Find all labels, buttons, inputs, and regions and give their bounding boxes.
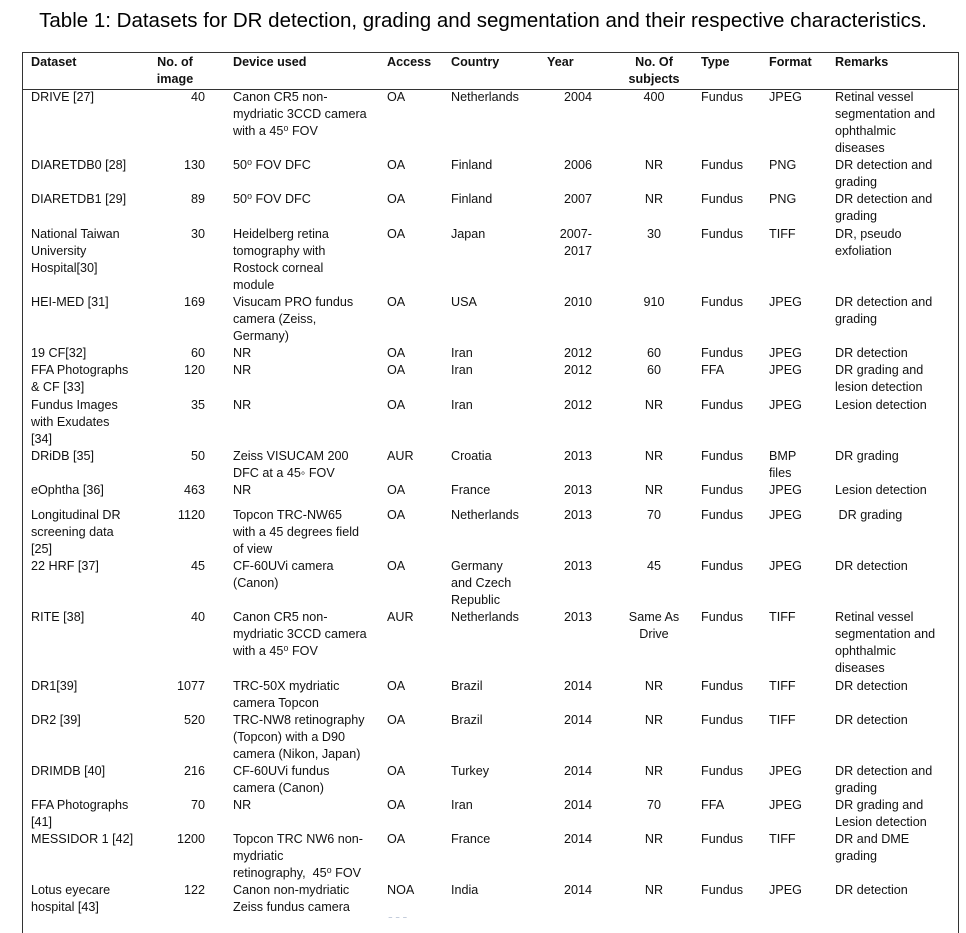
cell-year: 2012 xyxy=(563,346,592,360)
cell-year: 2014 xyxy=(563,713,592,727)
cell-dataset: DRIVE [27] xyxy=(31,90,94,104)
cell-dataset: 19 CF[32] xyxy=(31,346,87,360)
column-header-country: Country xyxy=(451,55,500,69)
cell-type: Fundus xyxy=(701,764,744,778)
cell-subjects: Same As Drive xyxy=(628,610,680,641)
cell-images: 60 xyxy=(190,346,205,360)
cell-type: Fundus xyxy=(701,610,744,624)
cell-year: 2013 xyxy=(563,559,592,573)
cell-country: France xyxy=(451,483,491,497)
column-header-device: Device used xyxy=(233,55,307,69)
cell-format: PNG xyxy=(769,158,797,172)
cell-images: 89 xyxy=(190,192,205,206)
cell-country: Netherlands xyxy=(451,90,519,104)
cell-images: 520 xyxy=(183,713,205,727)
cell-dataset: Longitudinal DR screening data [25] xyxy=(31,508,121,556)
cell-year: 2014 xyxy=(563,798,592,812)
column-header-dataset: Dataset xyxy=(31,55,77,69)
cell-images: 1120 xyxy=(177,508,205,522)
cell-year: 2014 xyxy=(563,832,592,846)
cell-type: Fundus xyxy=(701,483,744,497)
column-header-subjects: No. Of subjects xyxy=(628,55,680,86)
cell-country: Finland xyxy=(451,158,493,172)
cell-format: TIFF xyxy=(769,227,796,241)
cell-format: TIFF xyxy=(769,832,796,846)
cell-access: OA xyxy=(387,227,406,241)
cell-device: 50⁰ FOV DFC xyxy=(233,192,311,206)
cell-country: France xyxy=(451,832,491,846)
cell-access: OA xyxy=(387,764,406,778)
cell-remarks: Lesion detection xyxy=(835,398,927,412)
cell-dataset: DRIMDB [40] xyxy=(31,764,106,778)
cell-dataset: RITE [38] xyxy=(31,610,85,624)
column-header-access: Access xyxy=(387,55,432,69)
cell-remarks: DR detection and grading xyxy=(835,158,933,189)
column-header-format: Format xyxy=(769,55,812,69)
cell-year: 2013 xyxy=(563,449,592,463)
cell-images: 35 xyxy=(190,398,205,412)
cell-subjects: 30 xyxy=(646,227,661,241)
cell-remarks: Lesion detection xyxy=(835,483,927,497)
cell-device: NR xyxy=(233,798,252,812)
cell-subjects: 400 xyxy=(643,90,665,104)
cell-access: OA xyxy=(387,90,406,104)
cell-dataset: FFA Photographs [41] xyxy=(31,798,129,829)
cell-images: 463 xyxy=(183,483,205,497)
cell-year: 2014 xyxy=(563,883,592,897)
cell-dataset: HEI-MED [31] xyxy=(31,295,109,309)
cell-country: Croatia xyxy=(451,449,492,463)
cell-access: OA xyxy=(387,295,406,309)
cell-subjects: NR xyxy=(644,398,664,412)
cell-subjects: NR xyxy=(644,764,664,778)
cell-country: Netherlands xyxy=(451,508,519,522)
cell-remarks: DR, pseudo exfoliation xyxy=(835,227,902,258)
cell-format: JPEG xyxy=(769,559,802,573)
cell-device: NR xyxy=(233,363,252,377)
cell-type: Fundus xyxy=(701,883,744,897)
cell-format: JPEG xyxy=(769,508,802,522)
cropped-text-fragment: ⁻ ⁻ ⁻ xyxy=(388,914,408,924)
cell-access: OA xyxy=(387,158,406,172)
cell-access: OA xyxy=(387,713,406,727)
cell-subjects: NR xyxy=(644,883,664,897)
cell-images: 1077 xyxy=(176,679,205,693)
cell-images: 40 xyxy=(190,610,205,624)
cell-year: 2014 xyxy=(563,679,592,693)
cell-type: Fundus xyxy=(701,679,744,693)
cell-device: Visucam PRO fundus camera (Zeiss, Germany) xyxy=(233,295,354,343)
cell-access: AUR xyxy=(387,610,414,624)
cell-images: 45 xyxy=(190,559,205,573)
cell-access: OA xyxy=(387,508,406,522)
cell-images: 40 xyxy=(190,90,205,104)
cell-country: Brazil xyxy=(451,713,483,727)
cell-device: NR xyxy=(233,398,252,412)
cell-year: 2007- 2017 xyxy=(559,227,592,258)
cell-remarks: DR detection xyxy=(835,559,908,573)
cell-format: JPEG xyxy=(769,90,802,104)
cell-remarks: DR grading and Lesion detection xyxy=(835,798,927,829)
cell-dataset: FFA Photographs & CF [33] xyxy=(31,363,129,394)
cell-subjects: 60 xyxy=(646,346,661,360)
cell-type: Fundus xyxy=(701,227,744,241)
cell-images: 130 xyxy=(183,158,205,172)
cell-device: NR xyxy=(233,346,252,360)
cell-country: Iran xyxy=(451,363,473,377)
cell-access: AUR xyxy=(387,449,414,463)
cell-remarks: DR detection xyxy=(835,346,908,360)
cell-dataset: eOphtha [36] xyxy=(31,483,104,497)
cell-format: JPEG xyxy=(769,883,802,897)
cell-format: TIFF xyxy=(769,679,796,693)
cell-access: OA xyxy=(387,832,406,846)
cell-country: Turkey xyxy=(451,764,490,778)
cell-dataset: National Taiwan University Hospital[30] xyxy=(31,227,120,275)
cell-device: Zeiss VISUCAM 200 DFC at a 45◦ FOV xyxy=(233,449,349,480)
cell-country: Iran xyxy=(451,346,473,360)
cell-format: PNG xyxy=(769,192,797,206)
cell-access: OA xyxy=(387,559,406,573)
cell-subjects: NR xyxy=(644,158,664,172)
cell-access: NOA xyxy=(387,883,415,897)
cell-format: JPEG xyxy=(769,295,802,309)
cell-year: 2006 xyxy=(563,158,592,172)
cell-type: Fundus xyxy=(701,346,744,360)
cell-country: India xyxy=(451,883,479,897)
cell-remarks: DR grading and lesion detection xyxy=(835,363,924,394)
cell-remarks: DR grading xyxy=(835,449,899,463)
cell-dataset: 22 HRF [37] xyxy=(31,559,99,573)
cell-dataset: DIARETDB1 [29] xyxy=(31,192,127,206)
column-header-type: Type xyxy=(701,55,730,69)
cell-subjects: 70 xyxy=(646,508,661,522)
cell-format: TIFF xyxy=(769,610,796,624)
cell-access: OA xyxy=(387,346,406,360)
cell-type: Fundus xyxy=(701,832,744,846)
cell-subjects: NR xyxy=(644,713,664,727)
cell-dataset: DRiDB [35] xyxy=(31,449,94,463)
cell-dataset: DR2 [39] xyxy=(31,713,81,727)
cell-remarks: DR detection and grading xyxy=(835,192,933,223)
cell-year: 2010 xyxy=(563,295,592,309)
cell-year: 2007 xyxy=(563,192,592,206)
column-header-year: Year xyxy=(547,55,574,69)
cell-dataset: Lotus eyecare hospital [43] xyxy=(31,883,111,914)
cell-remarks: DR detection and grading xyxy=(835,764,933,795)
cell-format: TIFF xyxy=(769,713,796,727)
cell-device: Canon CR5 non- mydriatic 3CCD camera with a 45⁰ FOV xyxy=(233,90,367,138)
cell-subjects: NR xyxy=(644,449,664,463)
cell-device: CF-60UVi fundus camera (Canon) xyxy=(233,764,330,795)
cell-remarks: DR and DME grading xyxy=(835,832,910,863)
cell-country: Finland xyxy=(451,192,493,206)
cell-device: Heidelberg retina tomography with Rostock corneal module xyxy=(233,227,329,292)
cell-type: Fundus xyxy=(701,398,744,412)
cell-access: OA xyxy=(387,483,406,497)
cell-images: 1200 xyxy=(176,832,205,846)
cell-dataset: Fundus Images with Exudates [34] xyxy=(31,398,118,446)
cell-dataset: DIARETDB0 [28] xyxy=(31,158,127,172)
table-caption: Table 1: Datasets for DR detection, grading and segmentation and their respective characteristics. xyxy=(39,9,927,32)
cell-year: 2013 xyxy=(563,483,592,497)
cell-remarks: DR detection xyxy=(835,679,908,693)
cell-device: Canon non-mydriatic Zeiss fundus camera xyxy=(233,883,350,914)
cell-subjects: NR xyxy=(644,832,664,846)
cell-country: Germany and Czech Republic xyxy=(451,559,512,607)
cell-access: OA xyxy=(387,363,406,377)
cell-type: Fundus xyxy=(701,158,744,172)
cell-device: TRC-NW8 retinography (Topcon) with a D90 camera (Nikon, Japan) xyxy=(233,713,365,761)
cell-country: Brazil xyxy=(451,679,483,693)
column-header-remarks: Remarks xyxy=(835,55,889,69)
cell-country: Iran xyxy=(451,798,473,812)
cell-device: CF-60UVi camera (Canon) xyxy=(233,559,334,590)
cell-device: Canon CR5 non- mydriatic 3CCD camera with a 45⁰ FOV xyxy=(233,610,367,658)
cell-type: Fundus xyxy=(701,192,744,206)
cell-remarks: DR detection and grading xyxy=(835,295,933,326)
cell-format: JPEG xyxy=(769,798,802,812)
cell-format: BMP files xyxy=(769,449,797,480)
cell-access: OA xyxy=(387,398,406,412)
cell-type: Fundus xyxy=(701,295,744,309)
cell-country: Netherlands xyxy=(451,610,519,624)
cell-year: 2012 xyxy=(563,398,592,412)
cell-subjects: 910 xyxy=(643,295,665,309)
cell-format: JPEG xyxy=(769,346,802,360)
cell-format: JPEG xyxy=(769,398,802,412)
cell-access: OA xyxy=(387,798,406,812)
cell-year: 2013 xyxy=(563,610,592,624)
cell-dataset: MESSIDOR 1 [42] xyxy=(31,832,134,846)
cell-subjects: 45 xyxy=(646,559,661,573)
cell-year: 2014 xyxy=(563,764,592,778)
cell-type: Fundus xyxy=(701,449,744,463)
cell-remarks: Retinal vessel segmentation and ophthalmic diseases xyxy=(835,90,936,155)
cell-access: OA xyxy=(387,679,406,693)
cell-format: JPEG xyxy=(769,764,802,778)
cell-access: OA xyxy=(387,192,406,206)
cell-images: 122 xyxy=(183,883,205,897)
cell-country: Japan xyxy=(451,227,486,241)
cell-subjects: NR xyxy=(644,679,664,693)
cell-device: TRC-50X mydriatic camera Topcon xyxy=(233,679,340,710)
cell-device: NR xyxy=(233,483,252,497)
cell-remarks: DR detection xyxy=(835,883,908,897)
cell-year: 2013 xyxy=(563,508,592,522)
cell-device: Topcon TRC NW6 non- mydriatic retinography, 45⁰ FOV xyxy=(233,832,363,880)
cell-country: USA xyxy=(451,295,477,309)
cell-images: 169 xyxy=(183,295,205,309)
cell-format: JPEG xyxy=(769,363,802,377)
cell-subjects: 60 xyxy=(646,363,661,377)
cell-images: 30 xyxy=(190,227,205,241)
cell-type: FFA xyxy=(701,798,725,812)
cell-remarks: Retinal vessel segmentation and ophthalmic diseases xyxy=(835,610,936,675)
cell-dataset: DR1[39] xyxy=(31,679,78,693)
cell-subjects: NR xyxy=(644,483,664,497)
cell-year: 2004 xyxy=(563,90,592,104)
cell-device: 50⁰ FOV DFC xyxy=(233,158,311,172)
cell-type: Fundus xyxy=(701,713,744,727)
cell-type: Fundus xyxy=(701,90,744,104)
cell-country: Iran xyxy=(451,398,473,412)
cell-format: JPEG xyxy=(769,483,802,497)
cell-year: 2012 xyxy=(563,363,592,377)
cell-images: 120 xyxy=(183,363,205,377)
cell-type: Fundus xyxy=(701,508,744,522)
cell-images: 70 xyxy=(190,798,205,812)
cell-type: Fundus xyxy=(701,559,744,573)
cell-remarks: DR detection xyxy=(835,713,908,727)
column-header-images: No. of image xyxy=(156,55,194,86)
cell-device: Topcon TRC-NW65 with a 45 degrees field of view xyxy=(233,508,360,556)
cell-images: 50 xyxy=(190,449,205,463)
cell-remarks: DR grading xyxy=(835,508,903,522)
cell-subjects: NR xyxy=(644,192,664,206)
cell-subjects: 70 xyxy=(646,798,661,812)
cell-images: 216 xyxy=(183,764,205,778)
cell-type: FFA xyxy=(701,363,725,377)
